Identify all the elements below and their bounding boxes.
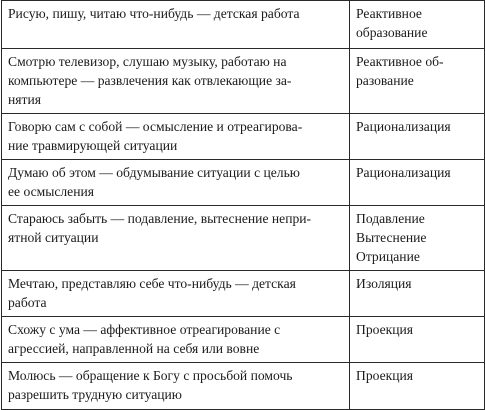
mechanism-cell: [350, 1, 485, 49]
mechanism-line: Рационализация: [356, 119, 451, 134]
activity-line: Говорю сам с собой — осмысление и отреагирова-: [8, 119, 303, 134]
table-row: [2, 363, 485, 410]
activity-line: нятия: [8, 92, 41, 107]
activity-cell: [2, 114, 350, 160]
table-row: [2, 49, 485, 114]
table-row: [2, 160, 485, 206]
mechanism-cell: [350, 271, 485, 317]
activity-cell: [2, 271, 350, 317]
mechanism-line: Отрицание: [356, 249, 420, 264]
activity-line: Рисую, пишу, читаю что-нибудь — детская работа: [8, 6, 300, 21]
activity-cell: [2, 206, 350, 271]
table-row: [2, 271, 485, 317]
defense-mechanisms-table: [1, 0, 485, 410]
table-row: [2, 317, 485, 363]
table-body: [2, 1, 485, 410]
activity-cell: [2, 49, 350, 114]
activity-line: агрессией, направленной на себя или вовне: [8, 341, 260, 356]
mechanism-line: Реактивное: [356, 6, 422, 21]
mechanism-cell: [350, 114, 485, 160]
mechanism-line: Проекция: [356, 322, 414, 337]
activity-line: ее осмысления: [8, 184, 95, 199]
activity-cell: [2, 363, 350, 410]
mechanism-cell: [350, 49, 485, 114]
mechanism-line: разование: [356, 73, 414, 88]
mechanism-line: Вытеснение: [356, 230, 427, 245]
activity-line: Стараюсь забыть — подавление, вытеснение непри-: [8, 211, 312, 226]
table-row: [2, 206, 485, 271]
activity-line: Смотрю телевизор, слушаю музыку, работаю на: [8, 54, 287, 69]
activity-line: Думаю об этом — обдумывание ситуации с целью: [8, 165, 300, 180]
activity-cell: [2, 317, 350, 363]
mechanism-line: Изоляция: [356, 276, 412, 291]
mechanism-line: Подавление: [356, 211, 425, 226]
activity-line: Схожу с ума — аффективное отреагирование с: [8, 322, 281, 337]
activity-line: компьютере — развлечения как отвлекающие за-: [8, 73, 292, 88]
activity-line: ние травмирующей ситуации: [8, 138, 178, 153]
activity-line: разрешить трудную ситуацию: [8, 387, 182, 402]
activity-line: работа: [8, 295, 47, 310]
mechanism-cell: [350, 317, 485, 363]
mechanism-cell: [350, 206, 485, 271]
mechanism-line: Реактивное об-: [356, 54, 444, 69]
mechanism-line: Рационализация: [356, 165, 451, 180]
activity-line: Мечтаю, представляю себе что-нибудь — детская: [8, 276, 296, 291]
activity-line: Молюсь — обращение к Богу с просьбой помочь: [8, 368, 293, 383]
mechanism-cell: [350, 363, 485, 410]
activity-line: ятной ситуации: [8, 230, 99, 245]
mechanism-line: Проекция: [356, 368, 414, 383]
activity-cell: [2, 1, 350, 49]
table-row: [2, 114, 485, 160]
table-row: [2, 1, 485, 49]
mechanism-line: образование: [356, 25, 428, 40]
mechanism-cell: [350, 160, 485, 206]
activity-cell: [2, 160, 350, 206]
